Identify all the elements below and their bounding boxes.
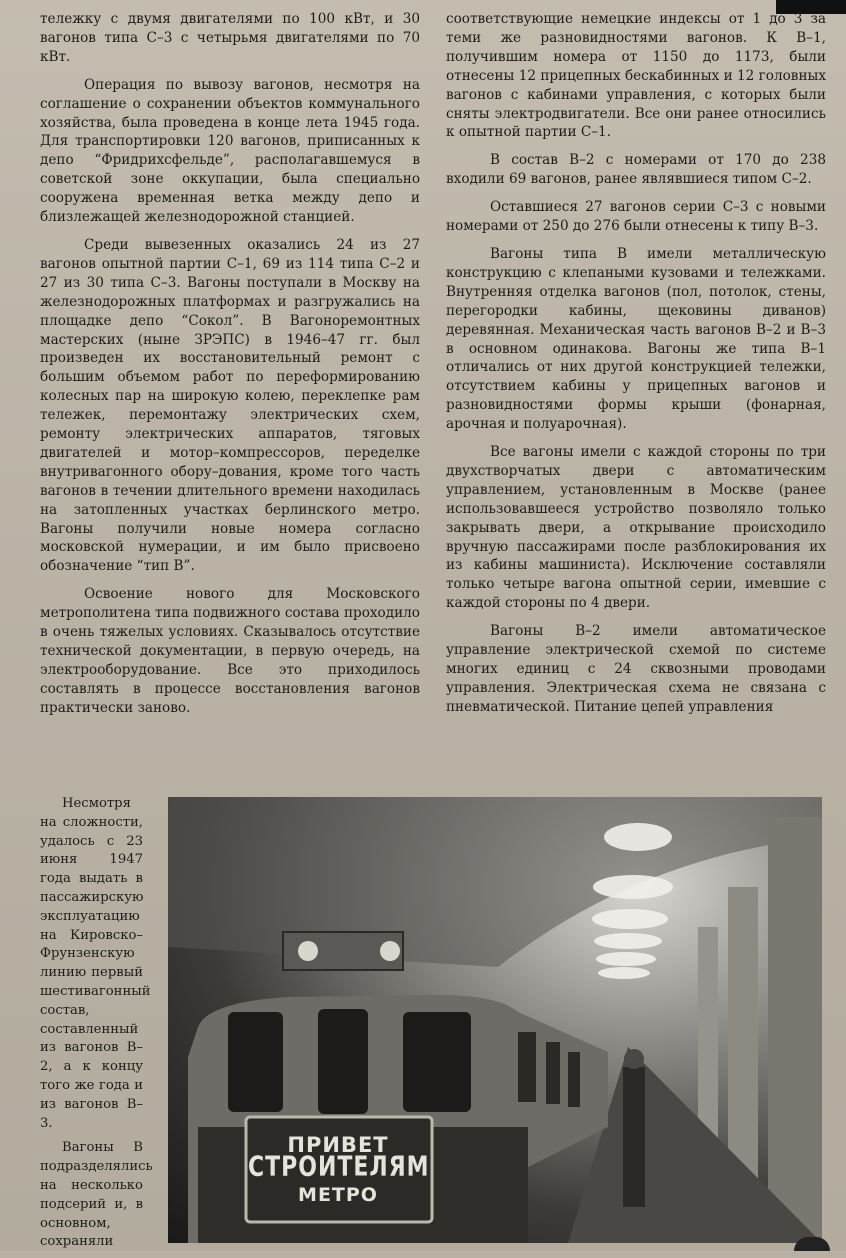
right-text-column xyxy=(446,10,826,726)
paragraph: Вагоны В подразделялись на несколько подсерий и, в основном, сохраняли xyxy=(40,1140,153,1250)
paragraph: Вагоны типа В имели металлическую конструкцию с клепаными кузовами и тележками. Внутренняя отделка вагонов (пол, потолок, стены, перегородки кабины, щековины диванов) деревянная. Механическая часть вагонов В–2 и В–3 в основном одинакова. Вагоны же типа В–1 отличались от них другой конструкцией тележки, отсутствием кабины у прицепных вагонов и разновидностями формы крыши (фонарная, арочная и полуарочная). xyxy=(446,245,826,433)
page-number-tab xyxy=(794,1237,830,1251)
sign-text-line-3: МЕТРО xyxy=(298,1184,378,1206)
paragraph: Освоение нового для Московского метрополитена типа подвижного состава проходило в очень тяжелых условиях. Сказывалось отсутствие технической документации, в первую очередь, на электрооборудование. Все это приходилось составлять в процессе восстановления вагонов практически заново. xyxy=(40,586,420,716)
paragraph: Среди вывезенных оказались 24 из 27 вагонов опытной партии С–1, 69 из 114 типа С–2 и 27 из 30 типа С–3. Вагоны поступали в Москву на железнодорожных платформах и разгружались на площадке депо “Сокол”. В Вагоноремонтных мастерских (ныне ЗРЭПС) в 1946–47 гг. был произведен их восстановительный ремонт с большим объемом работ по переформированию колесных пар на широкую колею, переклепке рам тележек, перемонтажу электрических схем, ремонту электрических аппаратов, тяговых двигателей и мотор–компрессоров, переделке внутривагонного обору–дования, кроме того часть вагонов в течении длительного времени находилась на затопленных участках берлинского метро. Вагоны получили новые номера согласно московской нумерации, и им было присвоено обозначение “тип В”. xyxy=(40,236,420,575)
sign-text-line-1: ПРИВЕТ xyxy=(287,1133,389,1157)
paragraph: Вагоны В–2 имели автоматическое управление электрической схемой по системе многих единиц с 24 сквозными проводами управления. Электрическая схема не связана с пневматической. Питание цепей управления xyxy=(446,623,826,715)
metro-train-photo xyxy=(168,797,822,1243)
paragraph: Все вагоны имели с каждой стороны по три двухстворчатых двери с автоматическим управлением, установленным в Москве (ранее использовавшееся устройство позволяло только закрывать двери, а открывание происходило вручную пассажирами после разблокирования их из кабины машиниста). Исключение составляли только четыре вагона опытной серии, имевшие с каждой стороны по 4 двери. xyxy=(446,444,826,612)
narrow-text-column xyxy=(40,795,153,1258)
sign-text-line-2: СТРОИТЕЛЯМ xyxy=(248,1151,430,1184)
paragraph: Несмотря на сложности, удалось с 23 июня 1947 года выдать в пассажирскую эксплуатацию на Кировско–Фрунзенскую линию первый шестивагонный состав, составленный из вагонов В–2, а к концу того же года и из вагонов В–3. xyxy=(40,796,151,1131)
paragraph: Операция по вывозу вагонов, несмотря на соглашение о сохранении объектов коммунального хозяйства, была проведена в конце лета 1945 года. Для транспортировки 120 вагонов, приписанных к депо “Фридрихсфельде”, располагавшемуся в советской зоне оккупации, была специально сооружена временная ветка между депо и близлежащей железнодорожной станцией. xyxy=(40,76,420,226)
left-text-column xyxy=(40,10,420,727)
paragraph: соответствующие немецкие индексы от 1 до 3 за теми же разновидностями вагонов. К В–1, получившим номера от 1150 до 1173, были отнесены 12 прицепных бескабинных и 12 головных вагонов с кабинами управления, с которых были сняты электродвигатели. Все они ранее относились к опытной партии С–1. xyxy=(446,11,826,141)
paragraph: Оставшиеся 27 вагонов серии С–3 с новыми номерами от 250 до 276 были отнесены к типу В–3. xyxy=(446,199,826,235)
paragraph: В состав В–2 с номерами от 170 до 238 входили 69 вагонов, ранее являвшиеся типом С–2. xyxy=(446,152,826,188)
paragraph: тележку с двумя двигателями по 100 кВт, и 30 вагонов типа С–3 с четырьмя двигателями по 70 кВт. xyxy=(40,11,420,65)
